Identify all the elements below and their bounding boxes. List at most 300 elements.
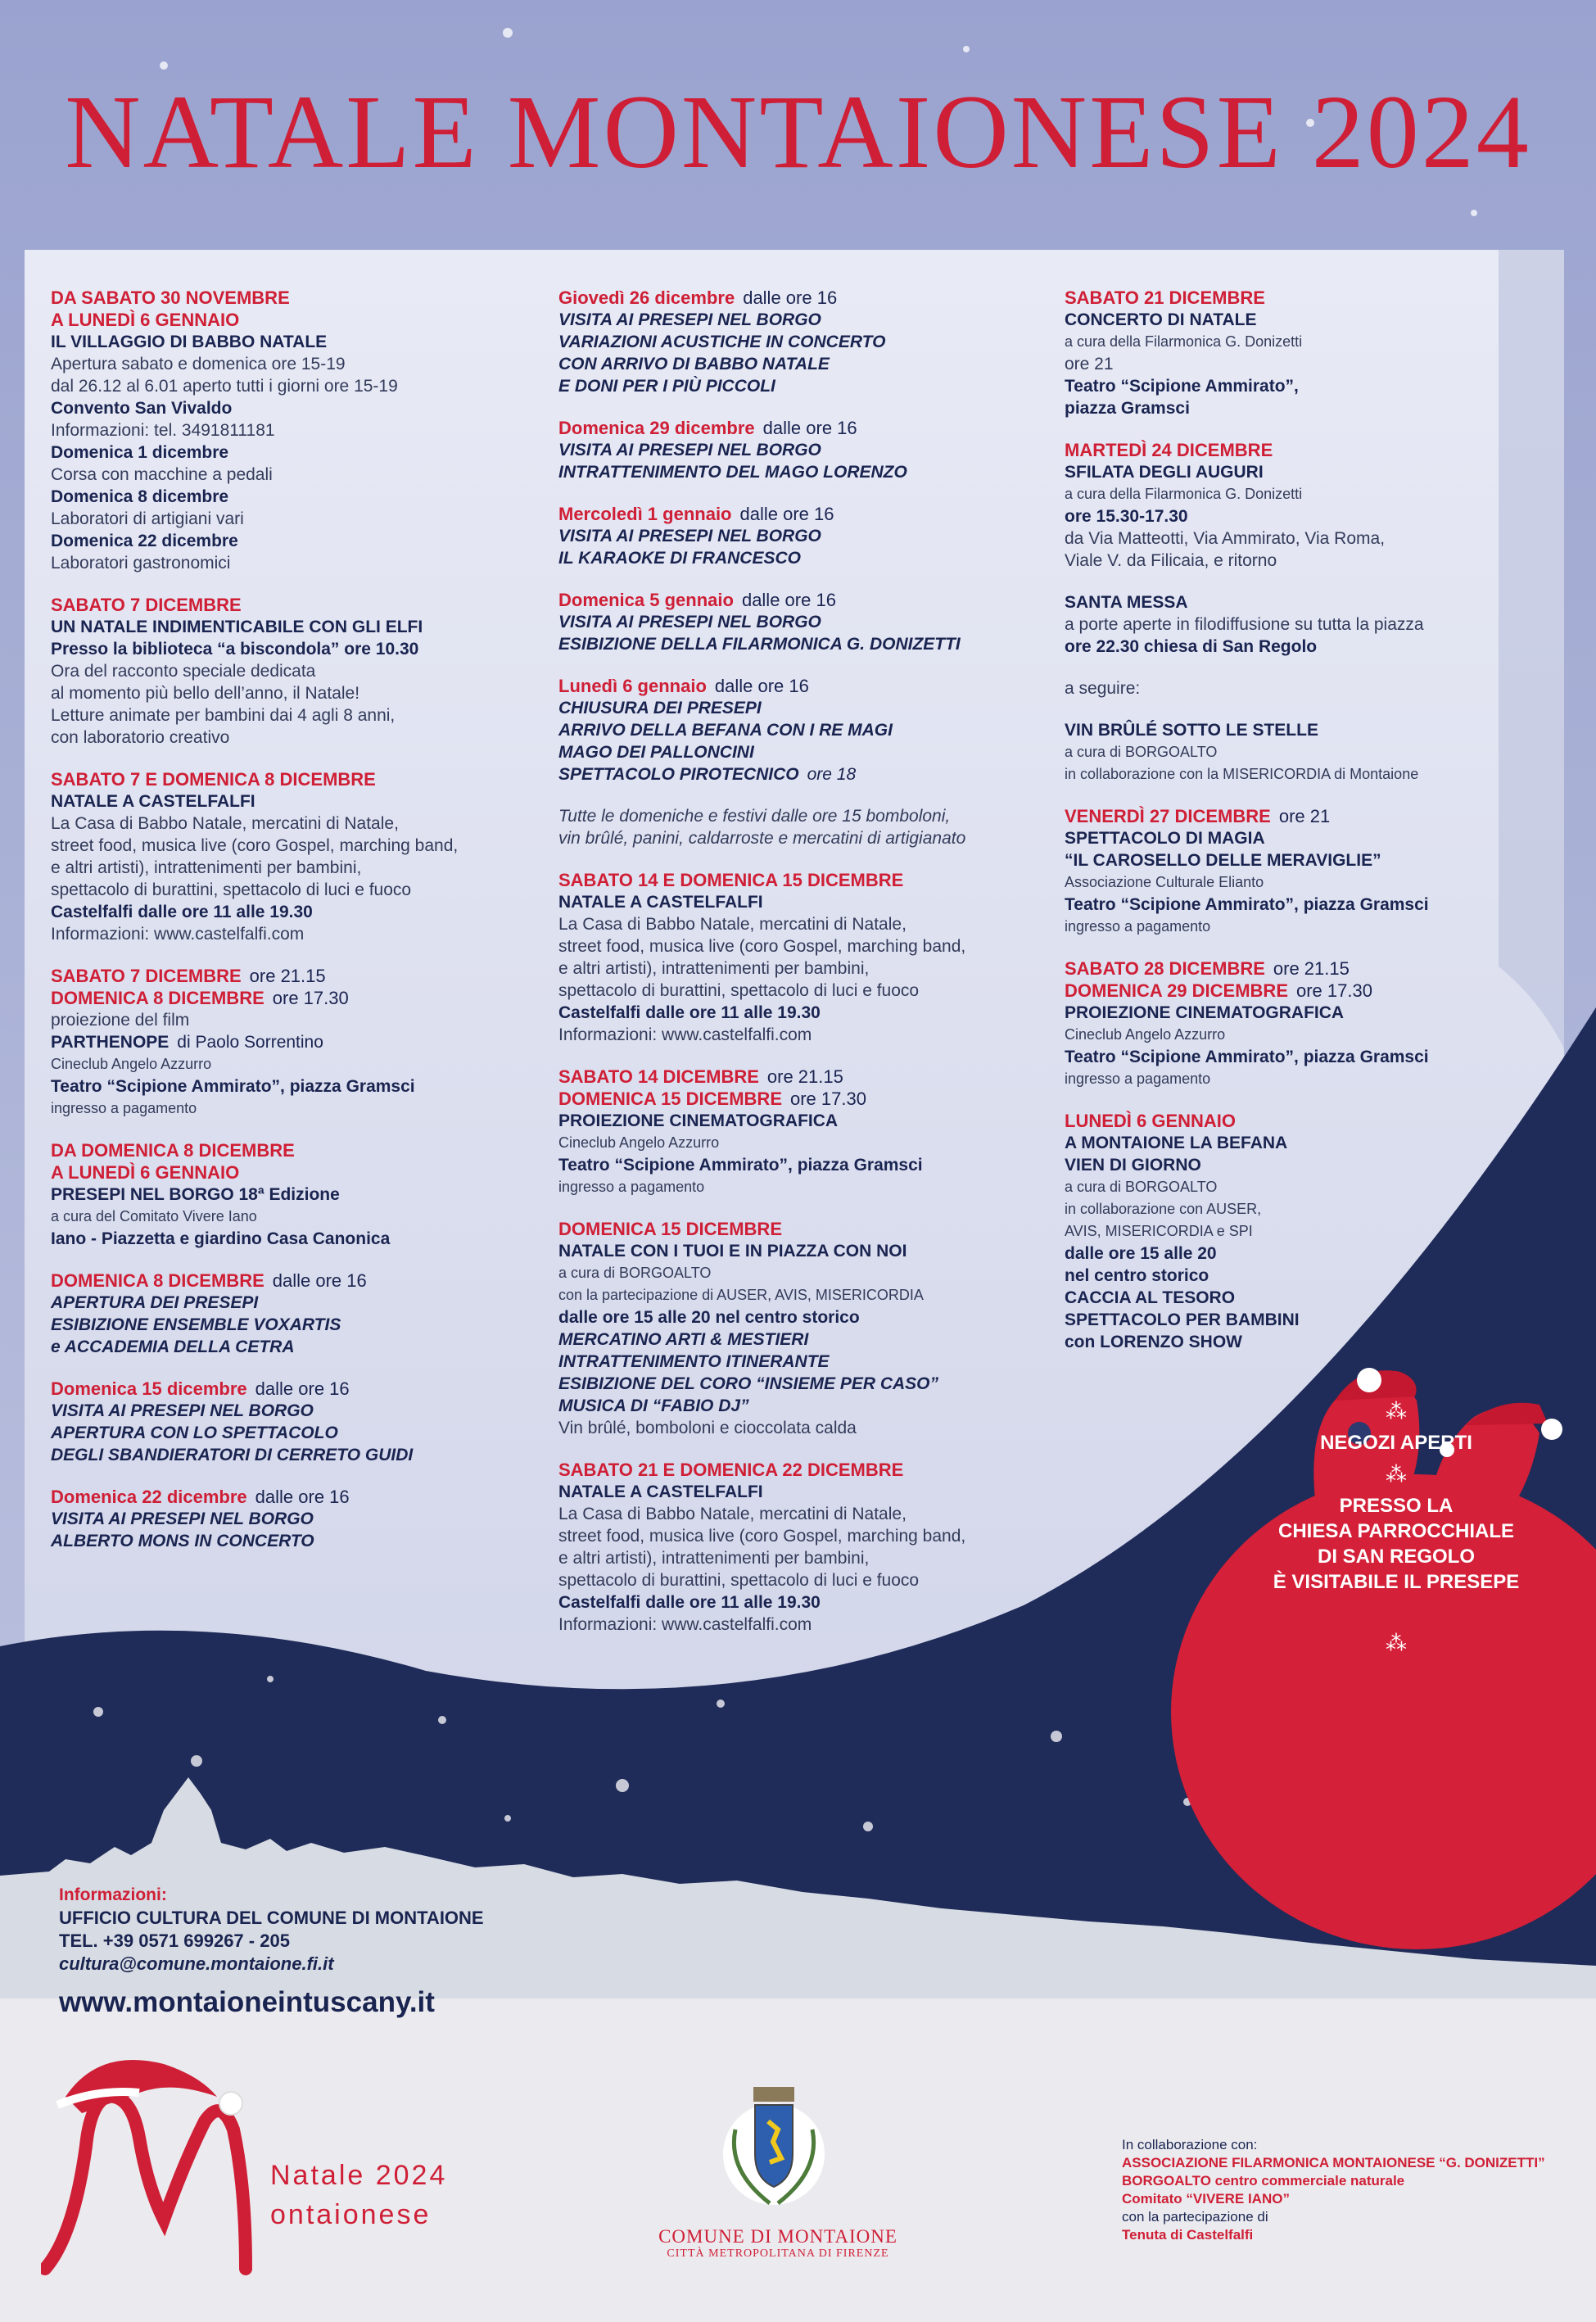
event-line <box>558 1569 1042 1591</box>
event-line <box>1065 916 1548 938</box>
event-text: nel centro storico <box>1065 1266 1209 1285</box>
event-line <box>1065 309 1548 331</box>
event-text: ALBERTO MONS IN CONCERTO <box>51 1532 314 1550</box>
event-text: VISITA AI PRESEPI NEL BORGO <box>558 441 821 459</box>
event-text: INTRATTENIMENTO DEL MAGO LORENZO <box>558 463 907 482</box>
comune-sub: CITTÀ METROPOLITANA DI FIRENZE <box>667 2247 889 2260</box>
event-block <box>51 1378 534 1466</box>
event-line <box>51 508 534 530</box>
event-line <box>558 1024 1042 1046</box>
event-text: APERTURA CON LO SPETTACOLO <box>51 1424 338 1442</box>
event-line <box>51 397 534 419</box>
event-text: Informazioni: www.castelfalfi.com <box>558 1615 812 1634</box>
event-text: E DONI PER I PIÙ PICCOLI <box>558 377 775 396</box>
event-line <box>1065 1265 1548 1287</box>
event-text: Teatro “Scipione Ammirato”, piazza Gramsci <box>1065 895 1429 914</box>
event-line <box>558 891 1042 913</box>
event-line <box>558 503 1042 525</box>
event-time: dalle ore 16 <box>714 676 809 696</box>
event-line <box>558 827 1042 849</box>
event-text: ingresso a pagamento <box>558 1179 705 1195</box>
event-line <box>1065 591 1548 613</box>
event-line <box>51 530 534 552</box>
event-line <box>558 1306 1042 1328</box>
event-line <box>1065 980 1548 1002</box>
event-text: VISITA AI PRESEPI NEL BORGO <box>51 1401 314 1420</box>
event-line <box>558 719 1042 741</box>
event-text: DOMENICA 15 DICEMBRE <box>558 1219 782 1239</box>
event-text: CONCERTO DI NATALE <box>1065 310 1257 329</box>
event-line <box>558 741 1042 763</box>
event-line <box>51 1161 534 1184</box>
event-block <box>1065 677 1548 699</box>
event-text: DOMENICA 29 DICEMBRE <box>1065 980 1288 1001</box>
event-text: e altri artisti), intrattenimenti per bambini, <box>558 1549 870 1568</box>
event-time: dalle ore 16 <box>762 418 857 438</box>
event-text: a seguire: <box>1065 679 1141 698</box>
event-line <box>1065 613 1548 636</box>
event-time: ore 17.30 <box>790 1089 866 1109</box>
event-line <box>51 486 534 508</box>
logo-line-1: Natale 2024 <box>270 2160 448 2191</box>
comune-name-block <box>639 2226 917 2261</box>
event-text: Cineclub Angelo Azzurro <box>558 1134 720 1151</box>
event-text: spettacolo di burattini, spettacolo di luci e fuoco <box>558 1571 920 1590</box>
event-text: SABATO 14 E DOMENICA 15 DICEMBRE <box>558 870 904 890</box>
event-text: Presso la biblioteca “a biscondola” ore 10.30 <box>51 640 419 659</box>
event-text: A LUNEDÌ 6 GENNAIO <box>51 1162 240 1183</box>
event-line <box>558 1503 1042 1525</box>
event-line <box>1065 1046 1548 1068</box>
event-line <box>558 1066 1042 1088</box>
event-line <box>558 1395 1042 1417</box>
event-line <box>558 957 1042 980</box>
event-text: Vin brûlé, bomboloni e cioccolata calda <box>558 1419 857 1437</box>
event-line <box>558 1284 1042 1306</box>
logo-line-2: ontaionese <box>270 2199 432 2230</box>
event-text: VIEN DI GIORNO <box>1065 1156 1201 1175</box>
event-line <box>51 1486 534 1508</box>
event-text: MERCATINO ARTI & MESTIERI <box>558 1330 809 1349</box>
event-text: SABATO 7 E DOMENICA 8 DICEMBRE <box>51 769 376 790</box>
event-text: CON ARRIVO DI BABBO NATALE <box>558 355 830 373</box>
event-text: VISITA AI PRESEPI NEL BORGO <box>558 527 821 545</box>
info-website[interactable]: www.montaioneintuscany.it <box>59 1986 435 2018</box>
event-text: Castelfalfi dalle ore 11 alle 19.30 <box>558 1593 821 1612</box>
event-line <box>51 1444 534 1466</box>
event-line <box>51 1228 534 1250</box>
star-ornament: ⁂ <box>1386 1631 1407 1655</box>
event-block <box>558 287 1042 397</box>
event-text: “IL CAROSELLO DELLE MERAVIGLIE” <box>1065 851 1381 870</box>
event-line <box>558 1373 1042 1395</box>
event-line <box>51 464 534 486</box>
event-text: Informazioni: tel. 3491811181 <box>51 421 275 440</box>
event-line <box>1065 1176 1548 1198</box>
event-text: ESIBIZIONE DEL CORO “INSIEME PER CASO” <box>558 1374 939 1393</box>
star-ornament: ⁂ <box>1386 1399 1407 1424</box>
event-text: Informazioni: www.castelfalfi.com <box>558 1025 812 1044</box>
event-text: Informazioni: www.castelfalfi.com <box>51 925 305 944</box>
event-time: dalle ore 16 <box>739 504 834 524</box>
event-line <box>558 1218 1042 1240</box>
event-time: ore 21 <box>1278 806 1331 826</box>
event-text: Letture animate per bambini dai 4 agli 8 anni, <box>51 706 396 725</box>
event-line <box>558 375 1042 397</box>
event-line <box>558 1110 1042 1132</box>
event-line <box>558 1459 1042 1481</box>
event-text: PARTHENOPE <box>51 1033 170 1052</box>
info-phone[interactable]: TEL. +39 0571 699267 - 205 <box>59 1930 290 1951</box>
event-time: di Paolo Sorrentino <box>177 1033 323 1052</box>
event-line <box>1065 763 1548 785</box>
event-block <box>1065 439 1548 572</box>
event-line <box>1065 894 1548 916</box>
event-text: dal 26.12 al 6.01 aperto tutti i giorni ore 15-19 <box>51 377 398 396</box>
event-text: VISITA AI PRESEPI NEL BORGO <box>558 613 821 631</box>
event-line <box>558 525 1042 547</box>
presepe-line: CHIESA PARROCCHIALE <box>1277 1520 1514 1542</box>
event-text: a cura della Filarmonica G. Donizetti <box>1065 486 1303 502</box>
event-line <box>51 1400 534 1422</box>
info-office: UFFICIO CULTURA DEL COMUNE DI MONTAIONE <box>59 1908 484 1928</box>
event-text: Cineclub Angelo Azzurro <box>51 1056 212 1072</box>
event-text: e altri artisti), intrattenimenti per bambini, <box>558 959 870 978</box>
info-email[interactable]: cultura@comune.montaione.fi.it <box>59 1953 334 1974</box>
event-text: Domenica 22 dicembre <box>51 532 238 550</box>
event-line <box>1065 1068 1548 1090</box>
collab-intro: In collaborazione con: <box>1122 2137 1258 2152</box>
event-line <box>51 552 534 574</box>
event-text: Castelfalfi dalle ore 11 alle 19.30 <box>558 1003 821 1022</box>
event-text: Teatro “Scipione Ammirato”, piazza Gramsci <box>1065 1048 1429 1066</box>
event-line <box>51 704 534 726</box>
event-line <box>558 1547 1042 1569</box>
event-line <box>51 768 534 790</box>
event-text: a cura del Comitato Vivere Iano <box>51 1208 257 1224</box>
shops-open-text: NEGOZI APERTI <box>1320 1432 1472 1454</box>
event-time: ore 17.30 <box>272 988 349 1008</box>
event-block <box>1065 1110 1548 1353</box>
event-line <box>558 697 1042 719</box>
event-text: ore 21 <box>1065 355 1114 373</box>
event-time: ore 21.15 <box>249 966 326 986</box>
event-text: Associazione Culturale Elianto <box>1065 874 1264 890</box>
event-text: Laboratori gastronomici <box>51 554 231 573</box>
event-text: LUNEDÌ 6 GENNAIO <box>1065 1111 1237 1131</box>
event-text: DA DOMENICA 8 DICEMBRE <box>51 1140 295 1161</box>
event-line <box>51 1292 534 1314</box>
event-text: Corsa con macchine a pedali <box>51 465 273 484</box>
event-line <box>558 805 1042 827</box>
event-block <box>558 589 1042 655</box>
event-block <box>558 1459 1042 1636</box>
event-time: dalle ore 16 <box>741 590 836 610</box>
event-text: Mercoledì 1 gennaio <box>558 504 732 524</box>
event-text: A MONTAIONE LA BEFANA <box>1065 1134 1288 1152</box>
event-text: Domenica 5 gennaio <box>558 590 734 610</box>
event-text: NATALE A CASTELFALFI <box>558 1482 763 1501</box>
event-text: VISITA AI PRESEPI NEL BORGO <box>51 1510 314 1528</box>
event-text: ESIBIZIONE DELLA FILARMONICA G. DONIZETTI <box>558 635 961 654</box>
event-text: ore 15.30-17.30 <box>1065 507 1188 526</box>
event-text: SPETTACOLO DI MAGIA <box>1065 829 1265 848</box>
collab-line: Comitato “VIVERE IANO” <box>1122 2191 1290 2207</box>
event-block <box>558 417 1042 483</box>
event-text: dalle ore 15 alle 20 <box>1065 1244 1217 1263</box>
event-line <box>558 417 1042 439</box>
event-text: a cura della Filarmonica G. Donizetti <box>1065 333 1303 350</box>
events-column-2 <box>558 287 1042 1655</box>
event-line <box>558 287 1042 309</box>
event-line <box>558 309 1042 331</box>
event-text: street food, musica live (coro Gospel, marching band, <box>51 836 459 855</box>
event-block <box>51 768 534 945</box>
event-line <box>1065 461 1548 483</box>
event-text: DOMENICA 8 DICEMBRE <box>51 1270 264 1291</box>
event-line <box>51 790 534 812</box>
event-line <box>51 1031 534 1053</box>
event-text: Domenica 8 dicembre <box>51 487 229 506</box>
event-line <box>51 987 534 1009</box>
event-block <box>1065 957 1548 1090</box>
event-line <box>1065 550 1548 572</box>
event-block <box>1065 719 1548 785</box>
presepe-line: È VISITABILE IL PRESEPE <box>1273 1571 1520 1593</box>
event-block <box>51 1270 534 1358</box>
event-line <box>558 935 1042 957</box>
event-line <box>558 1417 1042 1439</box>
event-text: ingresso a pagamento <box>1065 1070 1211 1087</box>
event-text: Teatro “Scipione Ammirato”, piazza Gramsci <box>51 1077 415 1096</box>
event-line <box>1065 287 1548 309</box>
event-line <box>558 1088 1042 1110</box>
event-text: in collaborazione con la MISERICORDIA di Montaione <box>1065 766 1419 782</box>
collab-line: Tenuta di Castelfalfi <box>1122 2227 1254 2243</box>
event-line <box>558 611 1042 633</box>
event-line <box>1065 483 1548 505</box>
event-line <box>558 980 1042 1002</box>
event-text: in collaborazione con AUSER, <box>1065 1201 1262 1217</box>
collab-line: BORGOALTO centro commerciale naturale <box>1122 2173 1405 2188</box>
event-line <box>558 633 1042 655</box>
presepe-line: PRESSO LA <box>1339 1495 1454 1517</box>
comune-crest <box>721 2080 827 2216</box>
event-text: CACCIA AL TESORO <box>1065 1288 1236 1307</box>
event-text: Teatro “Scipione Ammirato”, <box>1065 377 1299 396</box>
event-text: La Casa di Babbo Natale, mercatini di Natale, <box>51 814 399 833</box>
event-line <box>51 1314 534 1336</box>
event-line <box>51 353 534 375</box>
event-block <box>1065 287 1548 419</box>
event-block <box>51 594 534 749</box>
event-line <box>51 660 534 682</box>
event-line <box>1065 1132 1548 1154</box>
event-text: con la partecipazione di AUSER, AVIS, MISERICORDIA <box>558 1287 924 1303</box>
event-block <box>558 1066 1042 1198</box>
comune-name: COMUNE DI MONTAIONE <box>658 2226 897 2247</box>
event-text: piazza Gramsci <box>1065 399 1190 418</box>
event-text: con LORENZO SHOW <box>1065 1333 1242 1351</box>
event-text: vin brûlé, panini, caldarroste e mercatini di artigianato <box>558 829 966 848</box>
event-text: street food, musica live (coro Gospel, marching band, <box>558 1527 966 1546</box>
logo-text <box>270 2156 447 2234</box>
event-text: NATALE CON I TUOI E IN PIAZZA CON NOI <box>558 1242 907 1261</box>
event-line <box>51 331 534 353</box>
collab-line: ASSOCIAZIONE FILARMONICA MONTAIONESE “G. DONIZETTI” <box>1122 2155 1545 2170</box>
event-time: dalle ore 16 <box>743 287 838 308</box>
event-line <box>1065 1220 1548 1242</box>
event-line <box>51 726 534 749</box>
event-text: UN NATALE INDIMENTICABILE CON GLI ELFI <box>51 618 423 636</box>
event-line <box>51 923 534 945</box>
event-line <box>51 441 534 464</box>
event-text: ore 22.30 chiesa di San Regolo <box>1065 637 1318 656</box>
event-text: SPETTACOLO PER BAMBINI <box>1065 1310 1300 1329</box>
event-text: Domenica 15 dicembre <box>51 1378 247 1399</box>
event-line <box>558 869 1042 891</box>
event-text: La Casa di Babbo Natale, mercatini di Natale, <box>558 1505 907 1523</box>
event-line <box>558 1328 1042 1351</box>
event-block <box>558 1218 1042 1439</box>
event-line <box>51 682 534 704</box>
event-line <box>51 594 534 616</box>
event-text: SABATO 28 DICEMBRE <box>1065 958 1265 979</box>
event-text: DA SABATO 30 NOVEMBRE <box>51 287 290 308</box>
event-text: DOMENICA 15 DICEMBRE <box>558 1089 782 1109</box>
event-time: ore 21.15 <box>766 1066 843 1087</box>
event-text: spettacolo di burattini, spettacolo di luci e fuoco <box>51 880 412 899</box>
event-line <box>558 913 1042 935</box>
event-line <box>1065 636 1548 658</box>
event-line <box>558 589 1042 611</box>
event-line <box>51 1378 534 1400</box>
event-block <box>51 287 534 574</box>
event-text: e ACCADEMIA DELLA CETRA <box>51 1338 295 1356</box>
event-line <box>1065 827 1548 849</box>
event-text: Cineclub Angelo Azzurro <box>1065 1026 1226 1043</box>
event-line <box>558 439 1042 461</box>
event-text: PRESEPI NEL BORGO 18ª Edizione <box>51 1185 340 1204</box>
event-line <box>1065 439 1548 461</box>
poster-title: NATALE MONTAIONESE 2024 <box>65 74 1531 190</box>
event-line <box>1065 353 1548 375</box>
event-text: Tutte le domeniche e festivi dalle ore 15 bomboloni, <box>558 807 951 826</box>
event-line <box>1065 871 1548 894</box>
event-text: Viale V. da Filicaia, e ritorno <box>1065 551 1277 570</box>
event-line <box>51 1098 534 1120</box>
event-line <box>51 901 534 923</box>
event-text: SABATO 7 DICEMBRE <box>51 595 242 615</box>
event-text: Lunedì 6 gennaio <box>558 676 707 696</box>
event-line <box>51 965 534 987</box>
event-text: IL VILLAGGIO DI BABBO NATALE <box>51 333 328 351</box>
event-line <box>558 1591 1042 1614</box>
event-line <box>51 1139 534 1161</box>
event-line <box>51 309 534 331</box>
event-line <box>51 835 534 857</box>
event-line <box>1065 1287 1548 1309</box>
event-text: al momento più bello dell’anno, il Natale! <box>51 684 360 703</box>
event-line <box>1065 1110 1548 1132</box>
event-line <box>51 1206 534 1228</box>
event-line <box>51 1075 534 1098</box>
event-line <box>558 1481 1042 1503</box>
event-text: dalle ore 15 alle 20 nel centro storico <box>558 1308 860 1327</box>
event-text: DOMENICA 8 DICEMBRE <box>51 988 264 1008</box>
event-line <box>1065 1024 1548 1046</box>
event-line <box>51 1336 534 1358</box>
event-text: Domenica 1 dicembre <box>51 443 229 462</box>
event-text: APERTURA DEI PRESEPI <box>51 1293 259 1312</box>
event-line <box>51 616 534 638</box>
event-line <box>1065 1242 1548 1265</box>
event-line <box>1065 397 1548 419</box>
event-line <box>51 1270 534 1292</box>
event-block <box>51 1486 534 1552</box>
event-line <box>1065 719 1548 741</box>
event-text: ESIBIZIONE ENSEMBLE VOXARTIS <box>51 1315 341 1334</box>
event-text: a cura di BORGOALTO <box>558 1265 712 1281</box>
event-text: CHIUSURA DEI PRESEPI <box>558 699 762 717</box>
event-time: dalle ore 16 <box>255 1487 350 1507</box>
event-block <box>558 869 1042 1046</box>
event-line <box>1065 1002 1548 1024</box>
event-text: Iano - Piazzetta e giardino Casa Canonica <box>51 1229 391 1248</box>
event-line <box>51 1422 534 1444</box>
event-time: dalle ore 16 <box>255 1378 350 1399</box>
event-text: e altri artisti), intrattenimenti per bambini, <box>51 858 362 877</box>
event-line <box>1065 331 1548 353</box>
event-line <box>51 1009 534 1031</box>
event-line <box>558 675 1042 697</box>
presepe-line: DI SAN REGOLO <box>1317 1546 1475 1568</box>
event-line <box>1065 375 1548 397</box>
event-line <box>51 879 534 901</box>
event-text: VARIAZIONI ACUSTICHE IN CONCERTO <box>558 333 886 351</box>
event-line <box>1065 805 1548 827</box>
event-line <box>558 547 1042 569</box>
event-text: NATALE A CASTELFALFI <box>51 792 255 811</box>
event-text: SABATO 21 DICEMBRE <box>1065 287 1265 308</box>
event-line <box>558 1351 1042 1373</box>
event-text: INTRATTENIMENTO ITINERANTE <box>558 1352 830 1371</box>
event-line <box>558 1614 1042 1636</box>
event-text: ingresso a pagamento <box>51 1100 197 1116</box>
event-line <box>558 353 1042 375</box>
event-line <box>558 1240 1042 1262</box>
event-line <box>1065 849 1548 871</box>
event-text: a porte aperte in filodiffusione su tutta la piazza <box>1065 615 1424 634</box>
event-line <box>1065 741 1548 763</box>
event-text: SPETTACOLO PIROTECNICO <box>558 765 799 784</box>
event-line <box>558 331 1042 353</box>
event-time: ore 17.30 <box>1296 980 1372 1001</box>
event-line <box>1065 1198 1548 1220</box>
event-text: MARTEDÌ 24 DICEMBRE <box>1065 440 1273 460</box>
collaboration-block <box>1122 2136 1545 2244</box>
event-text: a cura di BORGOALTO <box>1065 744 1218 760</box>
event-line <box>558 1154 1042 1176</box>
event-line <box>558 763 1042 785</box>
event-text: DEGLI SBANDIERATORI DI CERRETO GUIDI <box>51 1446 414 1464</box>
event-text: street food, musica live (coro Gospel, marching band, <box>558 937 966 956</box>
event-line <box>558 1525 1042 1547</box>
event-text: IL KARAOKE DI FRANCESCO <box>558 549 801 568</box>
event-text: MUSICA DI “FABIO DJ” <box>558 1396 749 1415</box>
event-block <box>51 965 534 1120</box>
event-text: SABATO 14 DICEMBRE <box>558 1066 759 1087</box>
